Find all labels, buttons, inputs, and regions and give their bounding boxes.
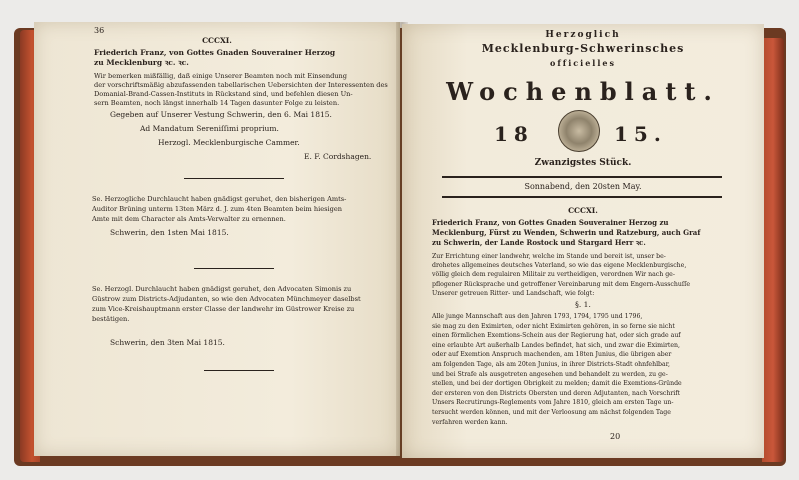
separator-rule [194,268,274,269]
masthead-title: Wochenblatt. [446,77,720,106]
book-edge-right [762,38,784,462]
left-notice3-dated: Schwerin, den 3ten Mai 1815. [110,338,225,347]
right-page-number: 20 [610,432,621,441]
year-right: 15. [614,122,667,146]
decree-heading: CCCXI. [568,206,598,215]
separator-rule [204,370,274,371]
left-notice2-body: Se. Herzogliche Durchlaucht haben gnädigst geruhet, den bisherigen Amts- Auditor Brüning unterm 13ten März d. J. zum 4ten Beamten beim hiesigen Amte mit dem Character als Amts-Verwalter zu ernennen. [92,195,347,223]
year-left: 18 [494,122,534,146]
issue-number: Zwanzigstes Stück. [534,158,632,168]
section-mark: §. 1. [575,300,591,309]
masthead-line1: Herzoglich [545,30,621,40]
left-decree-chamber: Herzogl. Mecklenburgische Cammer. [158,138,300,147]
issue-date: Sonnabend, den 20sten May. [524,182,642,191]
separator-rule [184,178,284,179]
decree-title: Friederich Franz, von Gottes Gnaden Souverainer Herzog zu Mecklenburg, Fürst zu Wenden, Schwerin und Ratzeburg, auch Graf zu Schwerin, der Lande Rostock und Stargard Herr ꝛc. [432,218,701,247]
left-decree-signature: E. F. Cordshagen. [304,152,372,161]
left-notice3-body: Se. Herzogl. Durchlaucht haben gnädigst geruhet, den Advocaten Simonis zu Güstrow zum Districts-Adjudanten, so wie den Advocaten Münchmeyer daselbst zum Vice-Kreishauptmann erster Classe der landwehr im Güstrower Kreise zu bestätigen. [92,285,361,323]
decree-intro: Zur Errichtung einer landwehr, welche im Stande und bereit ist, unser be- drohetes allgemeines deutsches Vaterland, so wie das eigene Mecklenburgische, völlig gleich dem regulairen Militair zu vertheidigen, verordnen Wir nach ge- pflogener Rücksprache und getroffener Vereinbarung mit dem Engern-Ausschuſſe Unserer getreuen Ritter- und Landschaft, wie folgt: [432,253,691,297]
left-decree-heading: CCCXI. [202,36,232,45]
right-page [402,24,764,458]
coat-of-arms-seal [558,110,600,152]
section-text: Alle junge Mannschaft aus den Jahren 1793, 1794, 1795 und 1796, sie mag zu den Eximirten, oder nicht Eximirten gehören, in so ferne sie nicht einen förmlichen Exemtions-Schein aus der Regierung hat, oder sich grade auf eine erlaubte Art außerhalb Landes befindet, hat sich, und zwar die Eximirten, oder auf Exemtion Anspruch machenden, am 18ten Junius, die übrigen aber am folgenden Tage, als am 20ten Junius, in ihrer Districts-Stadt ohnfehlbar, und bei Strafe als ausgetreten angesehen und behandelt zu werden, zu ge- stellen, und bei der dortigen Obrigkeit zu melden; damit die Exemtions-Gründe der ersteren von den Districts Obersten und deren Adjutanten, nach Vorschrift Unsers Recrutirungs-Reglements vom Jahre 1810, gleich am ersten Tage un- tersucht werden können, und mit der Verloosung am nächst folgenden Tage verfahren werden kann. [432,313,682,426]
masthead-line3: officielles [550,58,616,68]
left-page [34,22,400,456]
left-notice2-dated: Schwerin, den 1sten Mai 1815. [110,228,229,237]
left-decree-mandate: Ad Mandatum Sereniſſimi proprium. [140,124,279,133]
left-decree-dated: Gegeben auf Unserer Vestung Schwerin, den 6. Mai 1815. [110,110,332,119]
masthead-rule-bottom [442,196,722,198]
left-page-number: 36 [94,26,105,35]
masthead-line2: Mecklenburg-Schwerinsches [481,42,685,55]
masthead-rule-top [442,176,722,178]
left-decree-body: Wir bemerken mißfällig, daß einige Unserer Beamten noch mit Einsendung der vorschriftsmäßig abzufassenden tabellarischen Uebersichten der Interessenten des Domanial-Brand-Cassen-Instituts in Rückstand sind, und befehlen diesen Un- sern Beamten, noch längst innerhalb 14 Tagen dasunter Folge zu leisten. [94,72,388,107]
left-decree-title: Friederich Franz, von Gottes Gnaden Souverainer Herzog zu Mecklenburg ꝛc. ꝛc. [94,48,336,67]
